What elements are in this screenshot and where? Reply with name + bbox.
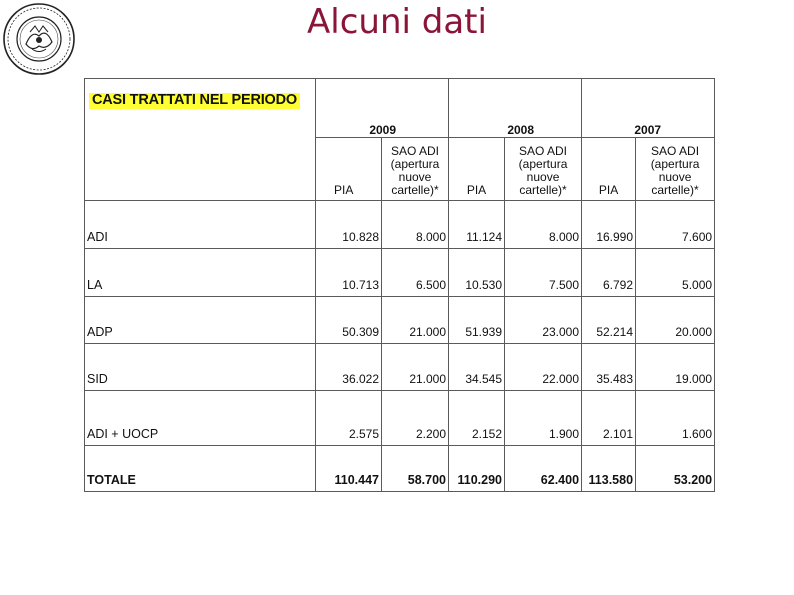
total-row <box>85 446 715 492</box>
cell-value: 21.000 <box>382 344 449 391</box>
cell-value: 21.000 <box>382 297 449 344</box>
cell-value: 10.713 <box>316 249 382 297</box>
cell-value: 5.000 <box>636 249 715 297</box>
sao-line: SAO ADI <box>390 144 440 158</box>
cell-value: 11.124 <box>449 201 505 249</box>
cell-value: 2.575 <box>316 391 382 446</box>
slide-title: Alcuni dati <box>307 2 487 42</box>
year-header-2008: 2008 <box>449 79 582 138</box>
col-sao-2009 <box>382 138 449 201</box>
sao-line: SAO ADI <box>519 144 568 158</box>
cases-table <box>84 78 715 492</box>
total-value: 110.290 <box>449 446 505 492</box>
cell-value: 23.000 <box>505 297 582 344</box>
row-label: ADI <box>85 201 316 249</box>
sao-line: cartelle)* <box>519 183 567 197</box>
cell-value: 1.600 <box>636 391 715 446</box>
row-label: ADP <box>85 297 316 344</box>
cell-value: 36.022 <box>316 344 382 391</box>
total-value: 62.400 <box>505 446 582 492</box>
table-caption: CASI TRATTATI NEL PERIODO <box>89 93 300 109</box>
total-value: 58.700 <box>382 446 449 492</box>
total-value: 53.200 <box>636 446 715 492</box>
cell-value: 7.600 <box>636 201 715 249</box>
cell-value: 2.152 <box>449 391 505 446</box>
sao-line: cartelle)* <box>651 183 699 197</box>
cell-value: 20.000 <box>636 297 715 344</box>
cell-value: 6.792 <box>582 249 636 297</box>
total-value: 113.580 <box>582 446 636 492</box>
cell-value: 22.000 <box>505 344 582 391</box>
sao-line: (apertura <box>518 157 568 171</box>
row-label: ADI + UOCP <box>85 391 316 446</box>
col-pia-2008: PIA <box>449 138 505 201</box>
cell-value: 50.309 <box>316 297 382 344</box>
cell-value: 2.200 <box>382 391 449 446</box>
table-row <box>85 344 715 391</box>
sao-line: SAO ADI <box>651 144 700 158</box>
sao-line: cartelle)* <box>391 183 439 197</box>
cell-value: 8.000 <box>505 201 582 249</box>
cell-value: 35.483 <box>582 344 636 391</box>
total-value: 110.447 <box>316 446 382 492</box>
row-label: SID <box>85 344 316 391</box>
table-row <box>85 297 715 344</box>
table-header-row <box>85 79 715 138</box>
sao-line: (apertura <box>650 157 700 171</box>
cell-value: 51.939 <box>449 297 505 344</box>
cell-value: 34.545 <box>449 344 505 391</box>
table-row <box>85 201 715 249</box>
col-pia-2009: PIA <box>316 138 382 201</box>
cell-value: 2.101 <box>582 391 636 446</box>
cell-value: 19.000 <box>636 344 715 391</box>
sao-line: (apertura <box>390 157 440 171</box>
col-pia-2007: PIA <box>582 138 636 201</box>
cell-value: 16.990 <box>582 201 636 249</box>
cell-value: 10.530 <box>449 249 505 297</box>
cell-value: 6.500 <box>382 249 449 297</box>
col-sao-2008 <box>505 138 582 201</box>
cell-value: 7.500 <box>505 249 582 297</box>
col-sao-2007 <box>636 138 715 201</box>
table-row <box>85 391 715 446</box>
table-row <box>85 249 715 297</box>
caption-cell <box>85 79 316 201</box>
cell-value: 1.900 <box>505 391 582 446</box>
cell-value: 8.000 <box>382 201 449 249</box>
sao-line: nuove <box>526 170 560 184</box>
cell-value: 52.214 <box>582 297 636 344</box>
row-label: LA <box>85 249 316 297</box>
sao-line: nuove <box>658 170 692 184</box>
year-header-2007: 2007 <box>582 79 715 138</box>
cell-value: 10.828 <box>316 201 382 249</box>
year-header-2009: 2009 <box>316 79 449 138</box>
sao-line: nuove <box>398 170 432 184</box>
total-label: TOTALE <box>85 446 316 492</box>
